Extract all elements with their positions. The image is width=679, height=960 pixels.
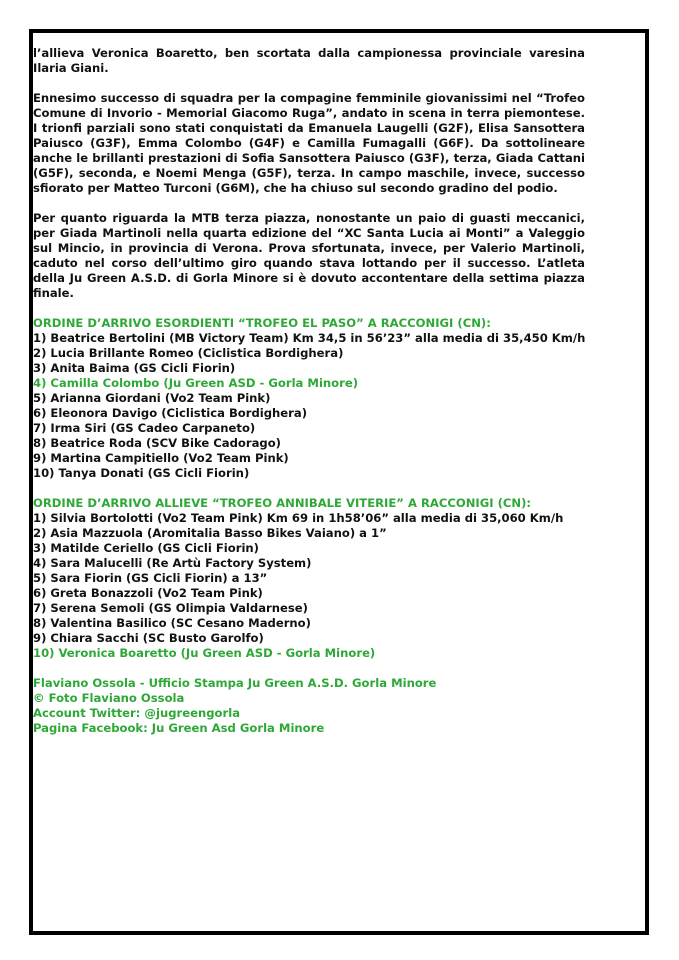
giovanissimi-paragraph: Ennesimo successo di squadra per la compagine femminile giovanissimi nel “Trofeo Comune di Invorio - Memorial Giacomo Ruga”, andato in scena in terra piemontese. I trionfi parziali sono stati conquistati da Emanuela Laugelli (G2F), Elisa Sansottera Paiusco (G3F), Emma Colombo (G4F) e Camilla Fumagalli (G6F). Da sottolineare anche le brillanti prestazioni di Sofia Sansottera Paiusco (G3F), terza, Giada Cattani (G5F), seconda, e Noemi Menga (G5F), terza. In campo maschile, invece, successo sfiorato per Matteo Turconi (G6M), che ha chiuso sul secondo gradino del podio.	[33, 91, 585, 195]
list-item: 7) Irma Siri (GS Cadeo Carpaneto)	[33, 421, 256, 435]
intro-paragraph: l’allieva Veronica Boaretto, ben scortata dalla campionessa provinciale varesina Ilaria Giani.	[33, 46, 585, 75]
list-item: 1) Silvia Bortolotti (Vo2 Team Pink) Km 69 in 1h58’06” alla media di 35,060 Km/h	[33, 511, 564, 525]
esordienti-heading: ORDINE D’ARRIVO ESORDIENTI “TROFEO EL PASO” A RACCONIGI (CN):	[33, 316, 491, 330]
list-item: 7) Serena Semoli (GS Olimpia Valdarnese)	[33, 601, 308, 615]
photo-credit: © Foto Flaviano Ossola	[33, 691, 185, 705]
mtb-paragraph: Per quanto riguarda la MTB terza piazza, nonostante un paio di guasti meccanici, per Giada Martinoli nella quarta edizione del “XC Santa Lucia ai Monti” a Valeggio sul Mincio, in provincia di Verona. Prova sfortunata, invece, per Valerio Martinoli, caduto nel corso dell’ultimo giro quando stava lottando per il successo. L’atleta della Ju Green A.S.D. di Gorla Minore si è dovuto accontentare della settima piazza finale.	[33, 211, 585, 300]
article-body	[33, 46, 585, 736]
list-item: 2) Asia Mazzuola (Aromitalia Basso Bikes Vaiano) a 1”	[33, 526, 387, 540]
list-item: 9) Martina Campitiello (Vo2 Team Pink)	[33, 451, 289, 465]
allieve-results	[33, 496, 585, 661]
allieve-heading: ORDINE D’ARRIVO ALLIEVE “TROFEO ANNIBALE VITERIE” A RACCONIGI (CN):	[33, 496, 532, 510]
list-item: 10) Tanya Donati (GS Cicli Fiorin)	[33, 466, 250, 480]
list-item-highlight: 4) Camilla Colombo (Ju Green ASD - Gorla Minore)	[33, 376, 359, 390]
list-item: 5) Sara Fiorin (GS Cicli Fiorin) a 13”	[33, 571, 268, 585]
credits	[33, 676, 585, 736]
press-office-credit: Flaviano Ossola - Ufficio Stampa Ju Green A.S.D. Gorla Minore	[33, 676, 437, 690]
esordienti-results	[33, 316, 585, 481]
facebook-page: Pagina Facebook: Ju Green Asd Gorla Minore	[33, 721, 325, 735]
list-item: 8) Valentina Basilico (SC Cesano Maderno)	[33, 616, 311, 630]
list-item: 8) Beatrice Roda (SCV Bike Cadorago)	[33, 436, 281, 450]
list-item: 1) Beatrice Bertolini (MB Victory Team) Km 34,5 in 56’23” alla media di 35,450 Km/h	[33, 331, 586, 345]
list-item: 6) Greta Bonazzoli (Vo2 Team Pink)	[33, 586, 263, 600]
list-item: 9) Chiara Sacchi (SC Busto Garolfo)	[33, 631, 264, 645]
list-item: 2) Lucia Brillante Romeo (Ciclistica Bordighera)	[33, 346, 344, 360]
list-item-highlight: 10) Veronica Boaretto (Ju Green ASD - Gorla Minore)	[33, 646, 376, 660]
list-item: 3) Anita Baima (GS Cicli Fiorin)	[33, 361, 236, 375]
twitter-account: Account Twitter: @jugreengorla	[33, 706, 241, 720]
list-item: 3) Matilde Ceriello (GS Cicli Fiorin)	[33, 541, 259, 555]
list-item: 6) Eleonora Davigo (Ciclistica Bordighera)	[33, 406, 307, 420]
list-item: 5) Arianna Giordani (Vo2 Team Pink)	[33, 391, 271, 405]
list-item: 4) Sara Malucelli (Re Artù Factory System)	[33, 556, 312, 570]
